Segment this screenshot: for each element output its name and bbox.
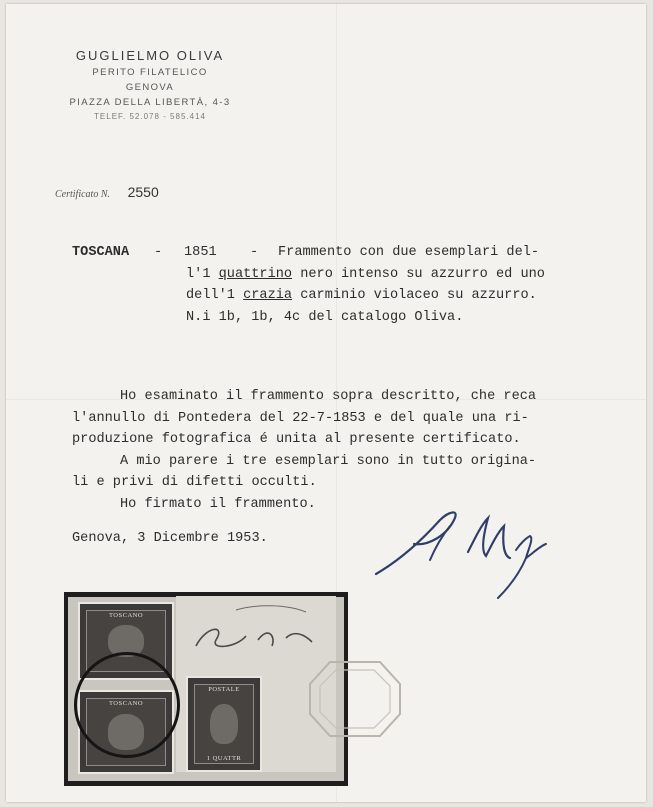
embossed-seal xyxy=(300,654,410,744)
expert-phone: TELEF. 52.078 - 585.414 xyxy=(94,112,206,121)
expert-address: PIAZZA DELLA LIBERTÀ, 4-3 xyxy=(69,97,231,108)
body-line: A mio parere i tre esemplari sono in tutto origina- xyxy=(120,453,537,469)
handwritten-signature xyxy=(370,500,560,610)
certificate-body xyxy=(72,386,536,515)
pontedera-postmark xyxy=(74,652,180,758)
underlined-denomination: quattrino xyxy=(218,266,293,282)
stamp-one-quattrino-bottom: TOSCANO xyxy=(78,690,174,774)
dash: - xyxy=(154,245,163,260)
body-line: l'annullo di Pontedera del 22-7-1853 e del quale una ri- xyxy=(72,410,529,426)
description-line-3: dell'1 crazia carminio violaceo su azzurro. xyxy=(186,288,537,303)
stamp-one-quattrino-top: TOSCANO xyxy=(78,602,174,680)
description-line-1: Frammento con due esemplari del- xyxy=(278,245,540,260)
body-line: produzione fotografica é unita al presente certificato. xyxy=(72,432,521,447)
dash: - xyxy=(250,245,259,260)
expert-name: GUGLIELMO OLIVA xyxy=(75,48,225,63)
body-line: Ho esaminato il frammento sopra descritto, che reca xyxy=(120,389,537,404)
certificate-label: Certificato N. xyxy=(55,189,110,200)
stamp-description xyxy=(72,242,545,328)
expert-city: GENOVA xyxy=(125,82,175,93)
place-and-date: Genova, 3 Dicembre 1953. xyxy=(72,531,268,546)
underlined-denomination: crazia xyxy=(243,288,293,303)
issue-year: 1851 xyxy=(184,245,217,260)
certificate-number: 2550 xyxy=(127,184,159,200)
certificate-number-row xyxy=(55,184,159,202)
letterhead xyxy=(40,48,260,121)
body-line: li e privi di difetti occulti. xyxy=(72,475,317,490)
fragment-photograph xyxy=(64,592,348,786)
body-line: Ho firmato il frammento. xyxy=(120,496,316,512)
stamp-one-crazia: POSTALE 1 QUATTR xyxy=(186,676,262,772)
description-line-2: l'1 quattrino nero intenso su azzurro ed uno xyxy=(186,266,545,282)
description-line-4: N.i 1b, 1b, 4c del catalogo Oliva. xyxy=(186,309,464,325)
region: TOSCANA xyxy=(72,245,130,260)
expert-title: PERITO FILATELICO xyxy=(92,67,208,78)
